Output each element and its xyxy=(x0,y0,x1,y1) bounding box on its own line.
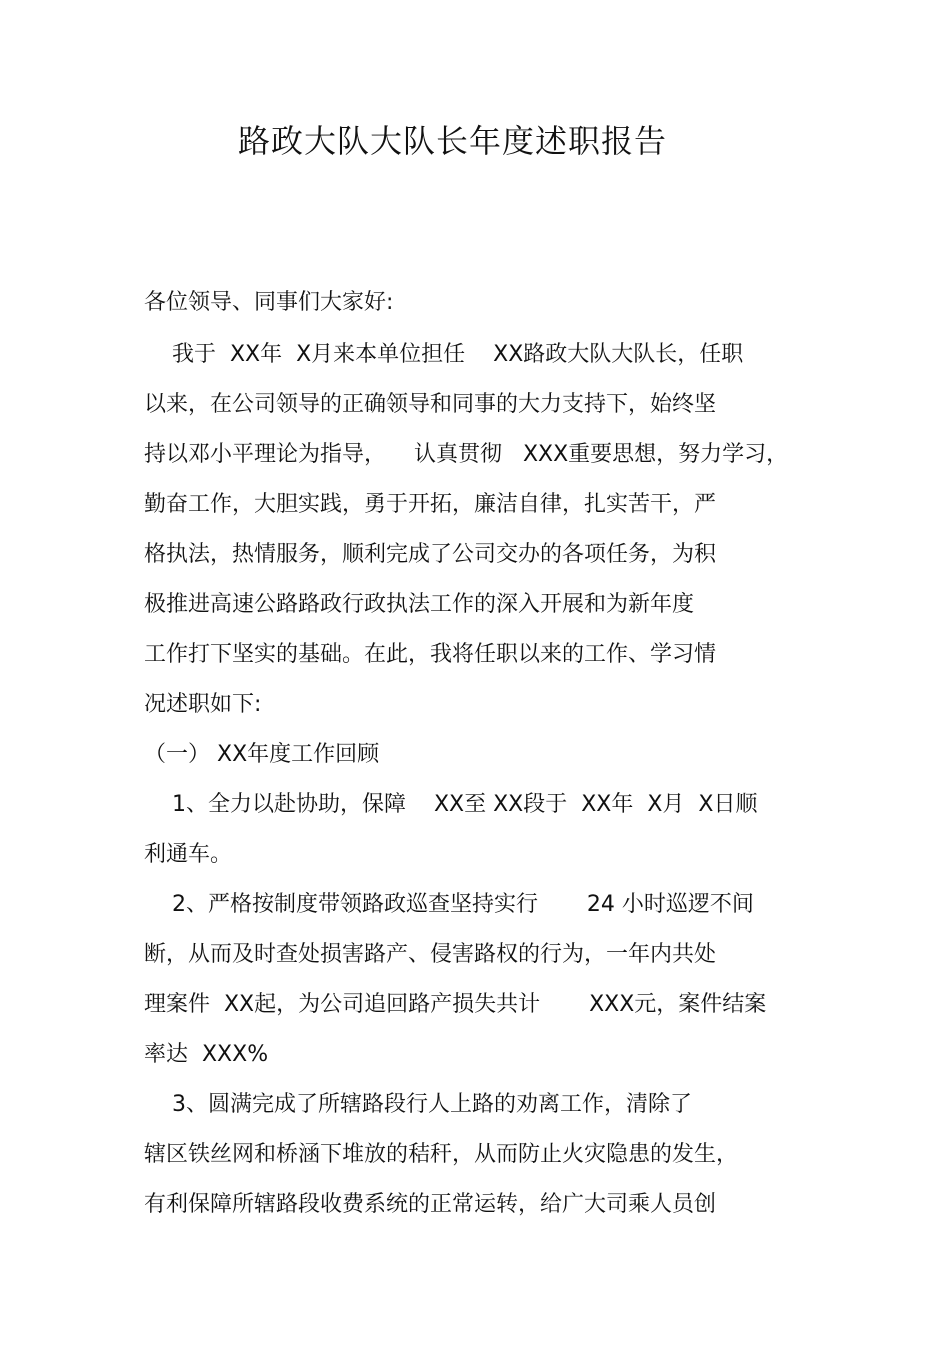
body-line: 率达 XXX% xyxy=(144,1042,269,1067)
body-line: 2、严格按制度带领路政巡查坚持实行 24 小时巡逻不间 xyxy=(144,892,754,917)
body-line: 利通车。 xyxy=(144,842,233,867)
body-line: 格执法，热情服务，顺利完成了公司交办的各项任务，为积 xyxy=(144,542,717,567)
body-line: 工作打下坚实的基础。在此，我将任职以来的工作、学习情 xyxy=(144,642,717,667)
body-line: 断，从而及时查处损害路产、侵害路权的行为，一年内共处 xyxy=(144,942,717,967)
body-line: 以来，在公司领导的正确领导和同事的大力支持下，始终坚 xyxy=(144,392,717,417)
body-line: 我于 XX年 X月来本单位担任 XX路政大队大队长，任职 xyxy=(144,342,744,367)
body-line: 持以邓小平理论为指导， 认真贯彻 XXX重要思想，努力学习， xyxy=(144,442,789,467)
body-line: 有利保障所辖路段收费系统的正常运转，给广大司乘人员创 xyxy=(144,1192,717,1217)
salutation: 各位领导、同事们大家好: xyxy=(144,290,394,315)
body-line: 辖区铁丝网和桥涵下堆放的秸秆，从而防止火灾隐患的发生， xyxy=(144,1142,739,1167)
body-line: 3、圆满完成了所辖路段行人上路的劝离工作，清除了 xyxy=(144,1092,692,1117)
body-line: 勤奋工作，大胆实践，勇于开拓，廉洁自律，扎实苦干，严 xyxy=(144,492,717,517)
body-line: 极推进高速公路路政行政执法工作的深入开展和为新年度 xyxy=(144,592,695,617)
body-line: 理案件 XX起，为公司追回路产损失共计 XXX元，案件结案 xyxy=(144,992,767,1017)
body-line: 1、全力以赴协助，保障 XX至 XX段于 XX年 X月 X日顺 xyxy=(144,792,758,817)
document-title: 路政大队大队长年度述职报告 xyxy=(237,122,667,160)
section-heading: （一） XX年度工作回顾 xyxy=(144,742,380,767)
body-line: 况述职如下: xyxy=(144,692,262,717)
